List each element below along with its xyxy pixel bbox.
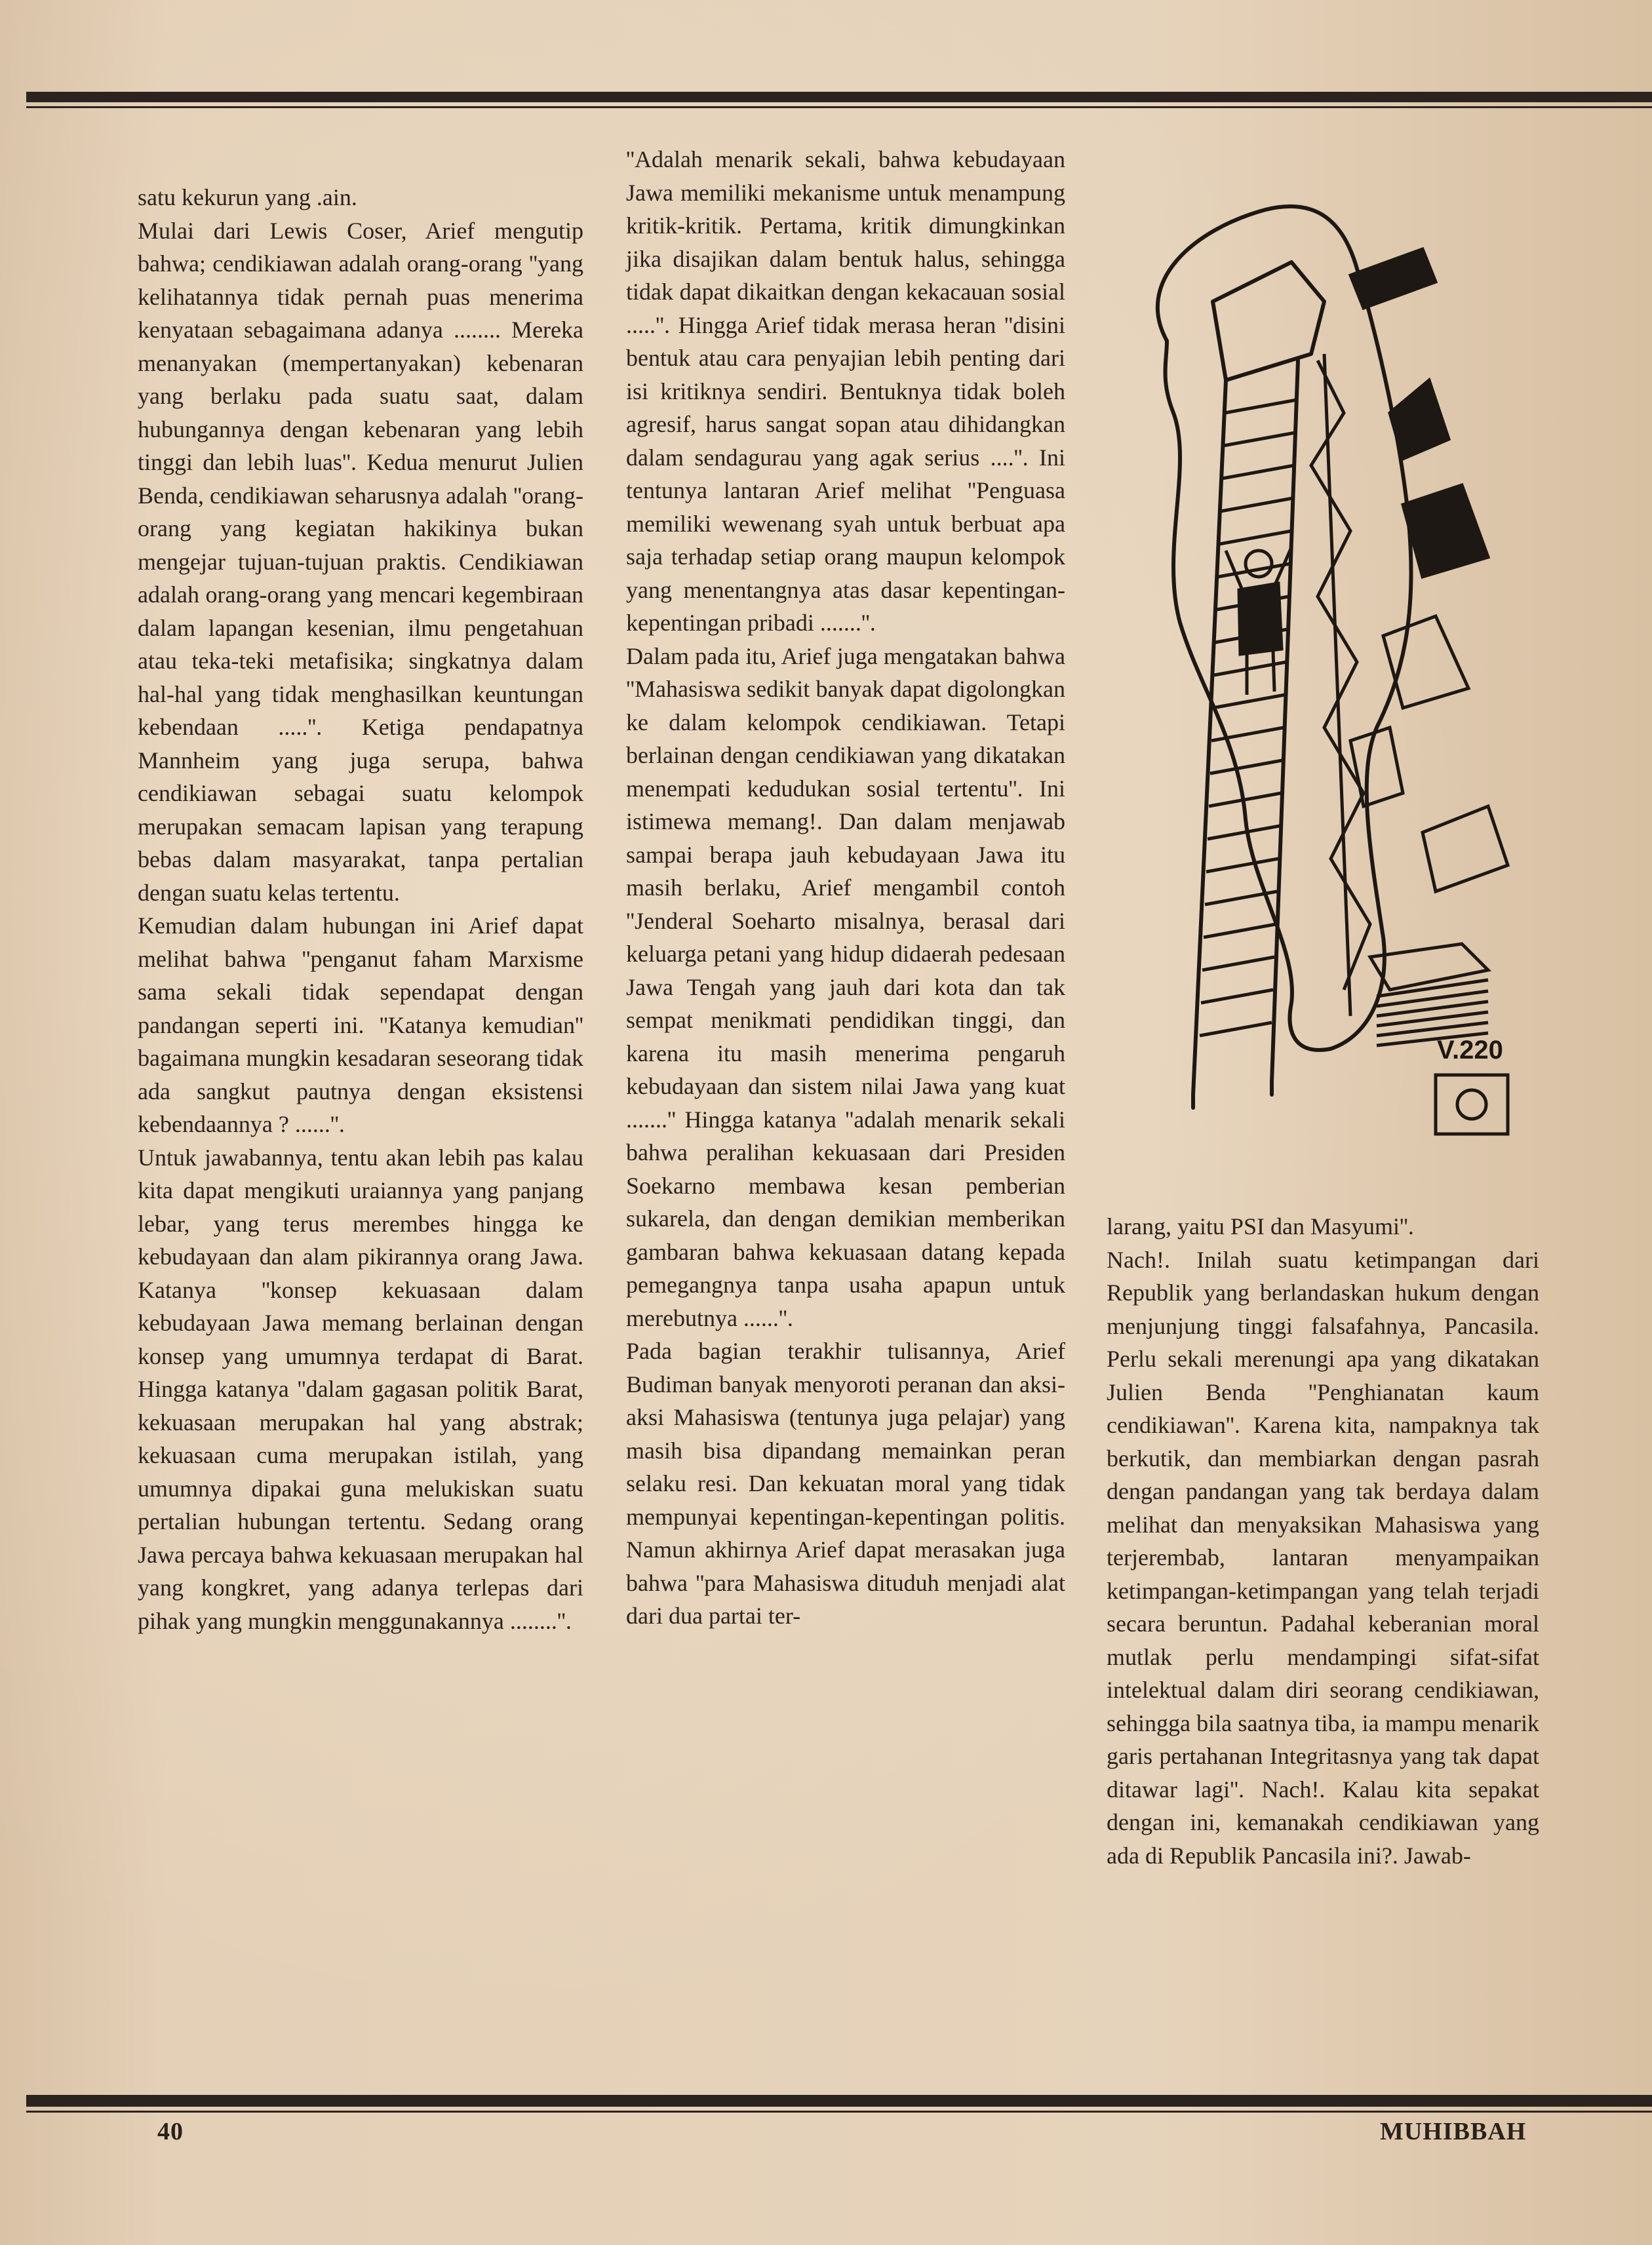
illustration-signature: V.220 bbox=[1437, 1036, 1503, 1064]
paragraph: Kemudian dalam hubungan ini Arief dapat melihat bahwa ''penganut faham Marxisme sama sekali tidak sependapat dengan pandangan seperti ini. ''Katanya kemudian'' bagaimana mungkin kesadaran seseorang tidak ada sangkut pautnya dengan eksistensi kebendaannya ? ......''. bbox=[138, 912, 583, 1137]
paragraph: satu kekurun yang .ain. bbox=[138, 184, 357, 210]
paragraph: Untuk jawabannya, tentu akan lebih pas kalau kita dapat mengikuti uraiannya yang panjang lebar, yang terus merembes hingga ke kebudayaan dan alam pikirannya orang Jawa. Katanya ''konsep kekuasaan dalam kebudayaan Jawa memang berlainan dengan konsep yang umumnya terdapat di Barat. Hingga katanya ''dalam gagasan politik Barat, kekuasaan merupakan hal yang abstrak; kekuasaan cuma merupakan istilah, yang umumnya dipakai guna melukiskan suatu pertalian hubungan tertentu. Sedang orang Jawa percaya bahwa kekuasaan merupakan hal yang kongkret, yang adanya terlepas dari pihak yang mungkin menggunakannya ........''. bbox=[138, 1144, 583, 1634]
paragraph: Pada bagian terakhir tulisannya, Arief Budiman banyak menyoroti peranan dan aksi-aksi Mahasiswa (tentunya juga pelajar) yang masih bisa dipandang memainkan peran selaku resi. Dan kekuatan moral yang tidak mempunyai kepentingan-kepentingan politis. Namun akhirnya Arief dapat merasakan juga bahwa ''para Mahasiswa dituduh menjadi alat dari dua partai ter- bbox=[626, 1338, 1065, 1629]
page-number: 40 bbox=[157, 2118, 184, 2145]
paragraph: Dalam pada itu, Arief juga mengatakan bahwa ''Mahasiswa sedikit banyak dapat digolongkan ke dalam kelompok cendikiawan. Tetapi berlainan dengan cendikiawan yang dikatakan menempati kedudukan sosial tertentu''. Ini istimewa memang!. Dan dalam menjawab sampai berapa jauh kebudayaan Jawa itu masih berlaku, Arief mengambil contoh ''Jenderal Soeharto misalnya, berasal dari keluarga petani yang hidup didaerah pedesaan Jawa Tengah yang jauh dari kota dan tak sempat menikmati pendidikan tinggi, dan karena itu masih menerima pengaruh kebudayaan dan sistem nilai Jawa yang kuat .......'' Hingga katanya ''adalah menarik sekali bahwa peralihan kekuasaan dari Presiden Soekarno membawa kesan pemberian sukarela, dan dengan demikian memberikan gambaran bahwa kekuasaan datang kepada pemegangnya tanpa usaha apapun untuk merebutnya ......''. bbox=[626, 642, 1065, 1331]
paragraph: Nach!. Inilah suatu ketimpangan dari Republik yang berlandaskan hukum dengan menjunjung tinggi falsafahnya, Pancasila. Perlu sekali merenungi apa yang dikatakan Julien Benda ''Penghianatan kaum cendikiawan''. Karena kita, nampaknya tak berkutik, dan membiarkan dengan pasrah dengan pandangan yang tak berdaya dalam melihat dan menyaksikan Mahasiswa yang terjerembab, lantaran menyampaikan ketimpangan-ketimpangan yang telah terjadi secara beruntun. Padahal keberanian moral mutlak perlu mendampingi sifat-sifat intelektual dalam diri seorang cendikiawan, sehingga bila saatnya tiba, ia mampu menarik garis pertahanan Integritasnya yang tak dapat ditawar lagi''. Nach!. Kalau kita sepakat dengan ini, kemanakah cendikiawan yang ada di Republik Pancasila ini?. Jawab- bbox=[1107, 1246, 1539, 1869]
top-rule-thin bbox=[26, 106, 1652, 108]
top-rule bbox=[26, 92, 1652, 102]
bottom-rule-thin bbox=[26, 2111, 1652, 2113]
paragraph: Mulai dari Lewis Coser, Arief mengutip bahwa; cendikiawan adalah orang-orang ''yang kelihatannya tidak pernah puas menerima kenyataan sebagaimana adanya ........ Mereka menanyakan (mempertanyakan) kebenaran yang berlaku pada suatu saat, dalam hubungannya dengan kebenaran yang lebih tinggi dan lebih luas''. Kedua menurut Julien Benda, cendikiawan seharusnya adalah ''orang-orang yang kegiatan hakikinya bukan mengejar tujuan-tujuan praktis. Cendikiawan adalah orang-orang yang mencari kegembiraan dalam lapangan kesenian, ilmu pengetahuan atau teka-teki metafisika; singkatnya dalam hal-hal yang tidak menghasilkan keuntungan kebendaan .....''. Ketiga pendapatnya Mannheim yang juga serupa, bahwa cendikiawan sebagai suatu kelompok merupakan semacam lapisan yang terapung bebas dalam masyarakat, tanpa pertalian dengan suatu kelas tertentu. bbox=[138, 217, 583, 906]
ladder-drawing-icon bbox=[1095, 164, 1554, 1147]
ladder-illustration bbox=[1095, 164, 1554, 1147]
column-middle bbox=[626, 143, 1065, 1633]
paragraph: ''Adalah menarik sekali, bahwa kebudayaan Jawa memiliki mekanisme untuk menampung kritik-kritik. Pertama, kritik dimungkinkan jika disajikan dalam bentuk halus, sehingga tidak dapat dikaitkan dengan kekacauan sosial .....''. Hingga Arief tidak merasa heran ''disini bentuk atau cara penyajian lebih penting dari isi kritiknya sendiri. Bentuknya tidak boleh agresif, harus sangat sopan atau dihidangkan dalam sendagurau yang agak serius ....''. Ini tentunya lantaran Arief melihat ''Penguasa memiliki wewenang syah untuk berbuat apa saja terhadap setiap orang maupun kelompok yang menentangnya atas dasar kepentingan-kepentingan pribadi .......''. bbox=[626, 146, 1065, 636]
paragraph: larang, yaitu PSI dan Masyumi''. bbox=[1107, 1213, 1414, 1240]
column-right bbox=[1107, 1210, 1539, 1872]
bottom-rule bbox=[26, 2095, 1652, 2107]
magazine-name: MUHIBBAH bbox=[1380, 2118, 1527, 2145]
column-left bbox=[138, 181, 583, 1637]
